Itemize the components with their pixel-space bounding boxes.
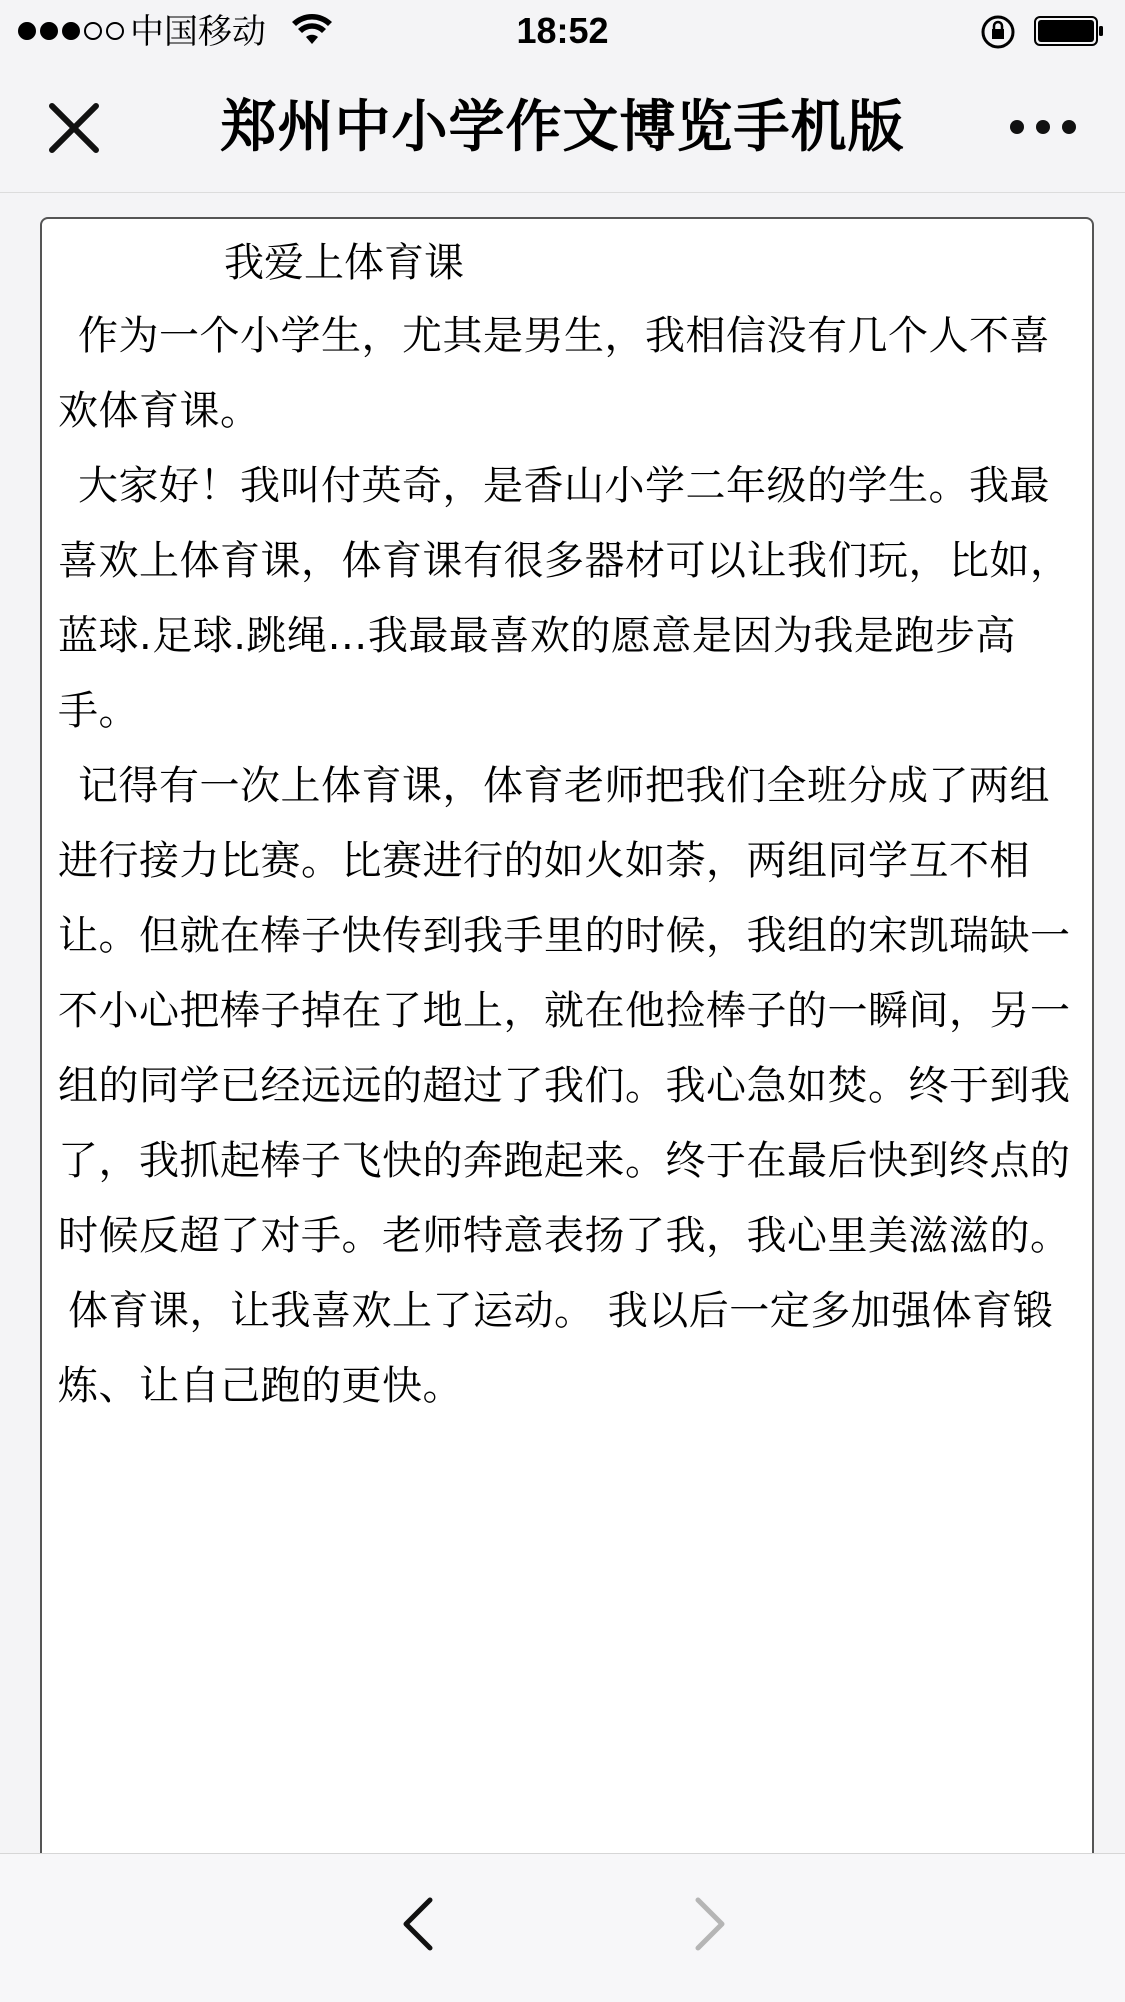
chevron-left-icon[interactable] bbox=[396, 1894, 440, 1954]
article-paragraph: 大家好！我叫付英奇，是香山小学二年级的学生。我最喜欢上体育课，体育课有很多器材可以让我们玩，比如，蓝球.足球.跳绳…我最最喜欢的愿意是因为我是跑步高手。 bbox=[58, 463, 1071, 734]
navigation-bar bbox=[0, 62, 1125, 193]
more-icon[interactable] bbox=[1010, 112, 1094, 142]
article-paragraph: 记得有一次上体育课，体育老师把我们全班分成了两组进行接力比赛。比赛进行的如火如荼，两组同学互不相让。但就在棒子快传到我手里的时候，我组的宋凯瑞缺一不小心把棒子掉在了地上，就在他捡棒子的一瞬间，另一组的同学已经远远的超过了我们。我心急如焚。终于到我了，我抓起棒子飞快的奔跑起来。终于在最后快到终点的时候反超了对手。老师特意表扬了我，我心里美滋滋的。 bbox=[58, 763, 1071, 1259]
status-bar bbox=[0, 0, 1125, 62]
webview-content[interactable] bbox=[0, 193, 1125, 1853]
close-icon[interactable] bbox=[44, 98, 104, 158]
article-container bbox=[40, 217, 1094, 1853]
article-paragraph: 作为一个小学生，尤其是男生，我相信没有几个人不喜欢体育课。 bbox=[58, 313, 1050, 434]
bottom-toolbar bbox=[0, 1853, 1125, 2002]
article-paragraph: 体育课，让我喜欢上了运动。 我以后一定多加强体育锻炼、让自己跑的更快。 bbox=[58, 1288, 1054, 1409]
chevron-right-icon[interactable] bbox=[688, 1894, 732, 1954]
rotation-lock-icon bbox=[980, 14, 1016, 50]
battery-icon bbox=[1034, 16, 1104, 46]
status-time: 18:52 bbox=[516, 10, 609, 51]
article-title: 我爱上体育课 bbox=[224, 240, 464, 286]
page-title: 郑州中小学作文博览手机版 bbox=[220, 95, 905, 160]
carrier-name: 中国移动 bbox=[130, 13, 266, 51]
